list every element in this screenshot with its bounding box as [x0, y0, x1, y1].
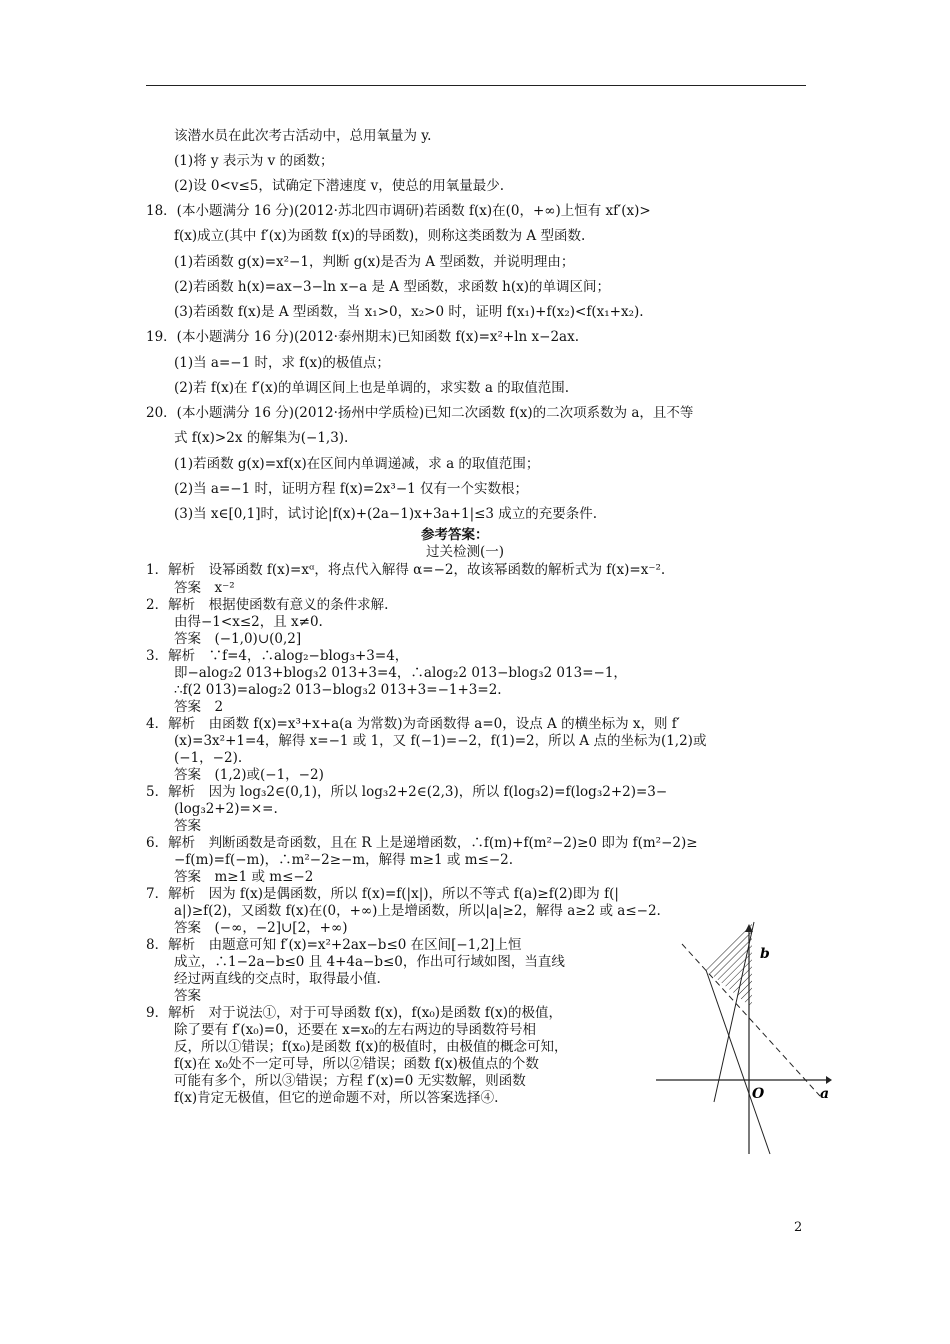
text-line: 答案: [174, 818, 201, 834]
feasible-region: [706, 922, 752, 1008]
text-line: 答案 (−1,0)∪(0,2]: [174, 631, 302, 647]
text-line: (1)若函数 g(x)=xf(x)在区间内单调递减，求 a 的取值范围；: [174, 456, 540, 472]
text-line: 答案: [174, 988, 201, 1004]
text-line: 该潜水员在此次考古活动中，总用氧量为 y.: [174, 128, 432, 144]
text-line: (2)当 a=−1 时，证明方程 f(x)=2x³−1 仅有一个实数根；: [174, 481, 529, 497]
b-label: b: [760, 946, 770, 962]
text-line: 答案 (1,2)或(−1，−2): [174, 767, 324, 783]
text-line: (2)若函数 h(x)=ax−3−ln x−a 是 A 型函数，求函数 h(x)的单调区间；: [174, 279, 610, 295]
text-line: 经过两直线的交点时，取得最小值.: [174, 971, 381, 987]
text-line: 答案 2: [174, 699, 224, 715]
text-line: 3．解析 ∵f=4，∴alog₂−blog₃+3=4，: [146, 648, 409, 664]
text-line: 9．解析 对于说法①，对于可导函数 f(x)，f(x₀)是函数 f(x)的极值，: [146, 1005, 563, 1021]
section-subheading: 过关检测(一): [426, 544, 505, 560]
origin-label: O: [752, 1086, 765, 1102]
text-line: 由得−1<x≤2，且 x≠0.: [174, 614, 323, 630]
text-line: 式 f(x)>2x 的解集为(−1,3).: [174, 430, 349, 446]
text-line: 答案 (−∞，−2]∪[2，+∞): [174, 920, 348, 936]
text-line: (−1，−2).: [174, 750, 243, 766]
text-line: 2．解析 根据使函数有意义的条件求解.: [146, 597, 389, 613]
header-rule: [146, 85, 806, 86]
text-line: (3)当 x∈[0,1]时，试讨论|f(x)+(2a−1)x+3a+1|≤3 成立的充要条件.: [174, 506, 598, 522]
feasible-region-figure: [652, 918, 832, 1158]
text-line: (x)=3x²+1=4，解得 x=−1 或 1，又 f(−1)=−2，f(1)=2，所以 A 点的坐标为(1,2)或: [174, 733, 707, 749]
text-line: a|)≥f(2)，又函数 f(x)在(0，+∞)上是增函数，所以|a|≥2，解得 a≥2 或 a≤−2.: [174, 903, 661, 919]
line-1-minus-2a-minus-b: [706, 970, 770, 1154]
text-line: 6．解析 判断函数是奇函数，且在 R 上是递增函数，∴f(m)+f(m²−2)≥0 即为 f(m²−2)≥: [146, 835, 698, 851]
a-label: a: [820, 1086, 830, 1102]
text-line: 5．解析 因为 log₃2∈(0,1)，所以 log₃2+2∈(2,3)，所以 f(log₃2)=f(log₃2+2)=3−: [146, 784, 668, 800]
text-line: 即−alog₂2 013+blog₃2 013+3=4，∴alog₂2 013−blog₃2 013=−1，: [174, 665, 627, 681]
page-number: 2: [794, 1220, 803, 1235]
text-line: 除了要有 f′(x₀)=0，还要在 x=x₀的左右两边的导函数符号相: [174, 1022, 537, 1038]
text-line: ∴f(2 013)=alog₂2 013−blog₃2 013+3=−1+3=2.: [174, 682, 502, 698]
text-line: 18．(本小题满分 16 分)(2012·苏北四市调研)若函数 f(x)在(0，+∞)上恒有 xf′(x)>: [146, 203, 651, 219]
text-line: (1)将 y 表示为 v 的函数；: [174, 153, 334, 169]
text-line: −f(m)=f(−m)，∴m²−2≥−m，解得 m≥1 或 m≤−2.: [174, 852, 514, 868]
text-line: (log₃2+2)=×=.: [174, 801, 278, 817]
text-line: f(x)在 x₀处不一定可导，所以②错误；函数 f(x)极值点的个数: [174, 1056, 539, 1072]
text-line: 1．解析 设幂函数 f(x)=xᵅ，将点代入解得 α=−2，故该幂函数的解析式为 f(x)=x⁻².: [146, 562, 666, 578]
text-line: (1)当 a=−1 时，求 f(x)的极值点；: [174, 355, 390, 371]
answers-heading: 参考答案：: [421, 527, 489, 543]
text-line: 7．解析 因为 f(x)是偶函数，所以 f(x)=f(|x|)，所以不等式 f(a)≥f(2)即为 f(|: [146, 886, 619, 902]
text-line: 8．解析 由题意可知 f′(x)=x²+2ax−b≤0 在区间[−1,2]上恒: [146, 937, 522, 953]
a-axis-arrow-icon: [826, 1076, 832, 1084]
text-line: 答案 m≥1 或 m≤−2: [174, 869, 314, 885]
text-line: (1)若函数 g(x)=x²−1，判断 g(x)是否为 A 型函数，并说明理由；: [174, 254, 575, 270]
text-line: f(x)肯定无极值，但它的逆命题不对，所以答案选择④.: [174, 1090, 499, 1106]
text-line: 可能有多个，所以③错误；方程 f′(x)=0 无实数解，则函数: [174, 1073, 526, 1089]
text-line: f(x)成立(其中 f′(x)为函数 f(x)的导函数)，则称这类函数为 A 型函数.: [174, 228, 586, 244]
text-line: (2)设 0<v≤5，试确定下潜速度 v，使总的用氧量最少.: [174, 178, 505, 194]
text-line: 答案 x⁻²: [174, 580, 235, 596]
text-line: (2)若 f(x)在 f′(x)的单调区间上也是单调的，求实数 a 的取值范围.: [174, 380, 569, 396]
text-line: 20．(本小题满分 16 分)(2012·扬州中学质检)已知二次函数 f(x)的二次项系数为 a，且不等: [146, 405, 694, 421]
text-line: 反，所以①错误；f(x₀)是函数 f(x)的极值时，由极值的概念可知，: [174, 1039, 568, 1055]
text-line: 成立，∴1−2a−b≤0 且 4+4a−b≤0，作出可行域如图，当直线: [174, 954, 565, 970]
text-line: (3)若函数 f(x)是 A 型函数，当 x₁>0，x₂>0 时，证明 f(x₁)+f(x₂)<f(x₁+x₂).: [174, 304, 644, 320]
text-line: 19．(本小题满分 16 分)(2012·泰州期末)已知函数 f(x)=x²+ln x−2ax.: [146, 329, 580, 345]
text-line: 4．解析 由函数 f(x)=x³+x+a(a 为常数)为奇函数得 a=0，设点 A 的横坐标为 x，则 f′: [146, 716, 680, 732]
